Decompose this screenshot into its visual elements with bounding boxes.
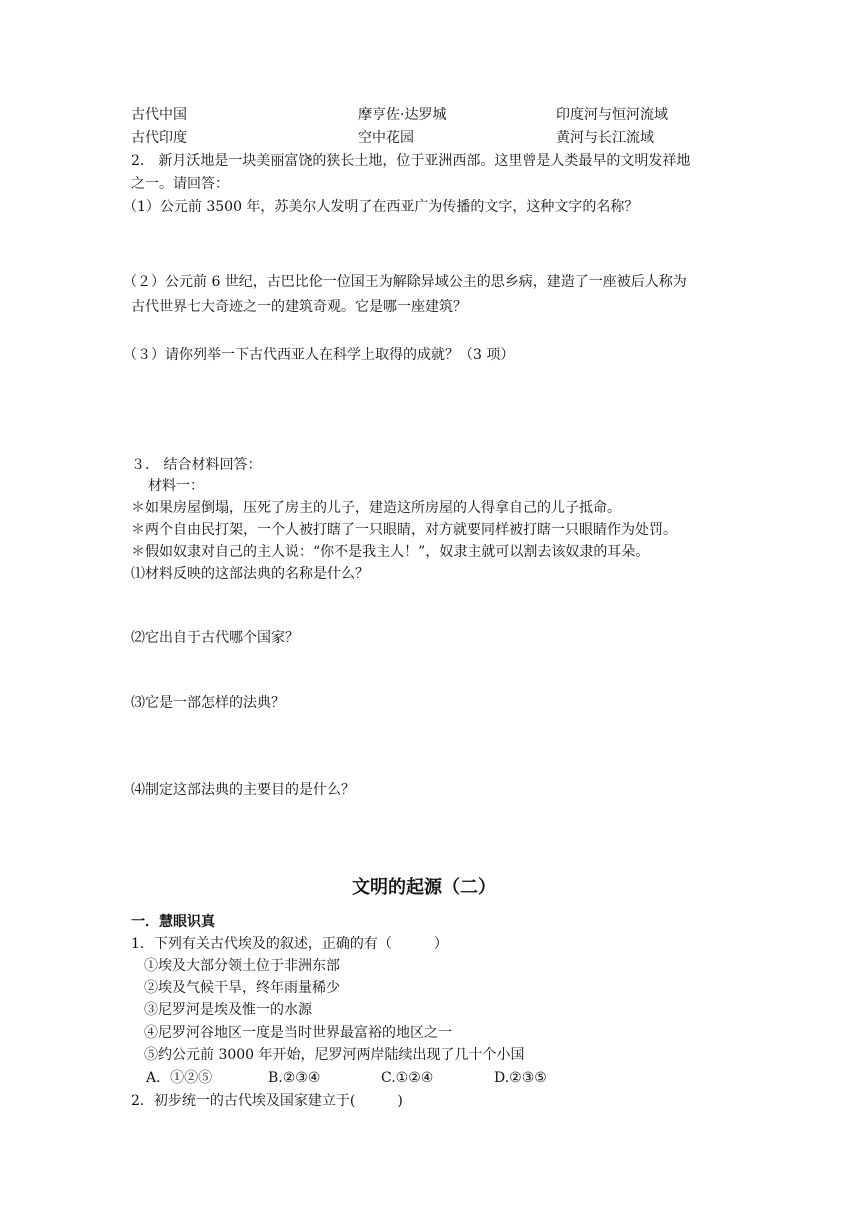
match-cell-1-1: 古代中国 bbox=[131, 107, 187, 123]
q2-intro-line1: 2． 新月沃地是一块美丽富饶的狭长土地，位于亚洲西部。这里曾是人类最早的文明发祥地 bbox=[131, 153, 691, 169]
q3-material-item-3: ＊假如奴隶对自己的主人说：“你不是我主人！”，奴隶主就可以割去该奴隶的耳朵。 bbox=[131, 544, 650, 560]
q2-sub3: （３）请你列举一下古代西亚人在科学上取得的成就？（3 项） bbox=[123, 347, 515, 363]
q3-sub4: ⑷制定这部法典的主要目的是什么？ bbox=[131, 782, 355, 798]
s-q1-choice-a: A．①②⑤ bbox=[146, 1070, 213, 1086]
match-cell-2-1: 古代印度 bbox=[131, 130, 187, 146]
q3-material-item-2: ＊两个自由民打架，一个人被打瞎了一只眼睛，对方就要同样被打瞎一只眼睛作为处罚。 bbox=[131, 522, 677, 538]
q3-intro: ３． 结合材料回答： bbox=[131, 457, 262, 473]
q3-material-label: 材料一： bbox=[148, 478, 204, 494]
s-q1-choice-d: D.②③⑤ bbox=[494, 1070, 547, 1086]
q2-sub2-line1: （２）公元前 6 世纪，古巴比伦一位国王为解除异域公主的思乡病，建造了一座被后人称为 bbox=[123, 274, 687, 290]
s-q1-option-4: ④尼罗河谷地区一度是当时世界最富裕的地区之一 bbox=[144, 1025, 452, 1041]
s-q1-option-1: ①埃及大部分领土位于非洲东部 bbox=[144, 958, 340, 974]
s-q1-choice-c: C.①②④ bbox=[381, 1070, 434, 1086]
match-cell-1-2: 摩亨佐·达罗城 bbox=[358, 107, 447, 123]
q2-sub2-line2: 古代世界七大奇迹之一的建筑奇观。它是哪一座建筑？ bbox=[131, 299, 467, 315]
q3-sub1: ⑴材料反映的这部法典的名称是什么？ bbox=[131, 566, 369, 582]
q2-sub1: （1）公元前 3500 年，苏美尔人发明了在西亚广为传播的文字，这种文字的名称？ bbox=[123, 199, 639, 215]
s-q1-option-5: ⑤约公元前 3000 年开始，尼罗河两岸陆续出现了几十个小国 bbox=[144, 1047, 525, 1063]
s-q2-stem: 2．初步统一的古代埃及国家建立于( ) bbox=[131, 1093, 403, 1109]
section-heading: 一．慧眼识真 bbox=[131, 914, 215, 930]
match-cell-2-3: 黄河与长江流域 bbox=[556, 130, 654, 146]
s-q1-option-2: ②埃及气候干旱，终年雨量稀少 bbox=[144, 980, 340, 996]
match-cell-1-3: 印度河与恒河流域 bbox=[556, 107, 668, 123]
s-q1-choice-b: B.②③④ bbox=[268, 1070, 321, 1086]
s-q1-option-3: ③尼罗河是埃及惟一的水源 bbox=[144, 1002, 312, 1018]
q2-intro-line2: 之一。请回答： bbox=[131, 176, 229, 192]
q3-sub3: ⑶它是一部怎样的法典？ bbox=[131, 695, 285, 711]
q3-material-item-1: ＊如果房屋倒塌，压死了房主的儿子，建造这所房屋的人得拿自己的儿子抵命。 bbox=[131, 500, 621, 516]
q3-sub2: ⑵它出自于古代哪个国家？ bbox=[131, 630, 299, 646]
s-q1-stem: 1．下列有关古代埃及的叙述，正确的有（ ） bbox=[131, 936, 448, 952]
section-title: 文明的起源（二） bbox=[352, 877, 496, 898]
match-cell-2-2: 空中花园 bbox=[358, 130, 414, 146]
